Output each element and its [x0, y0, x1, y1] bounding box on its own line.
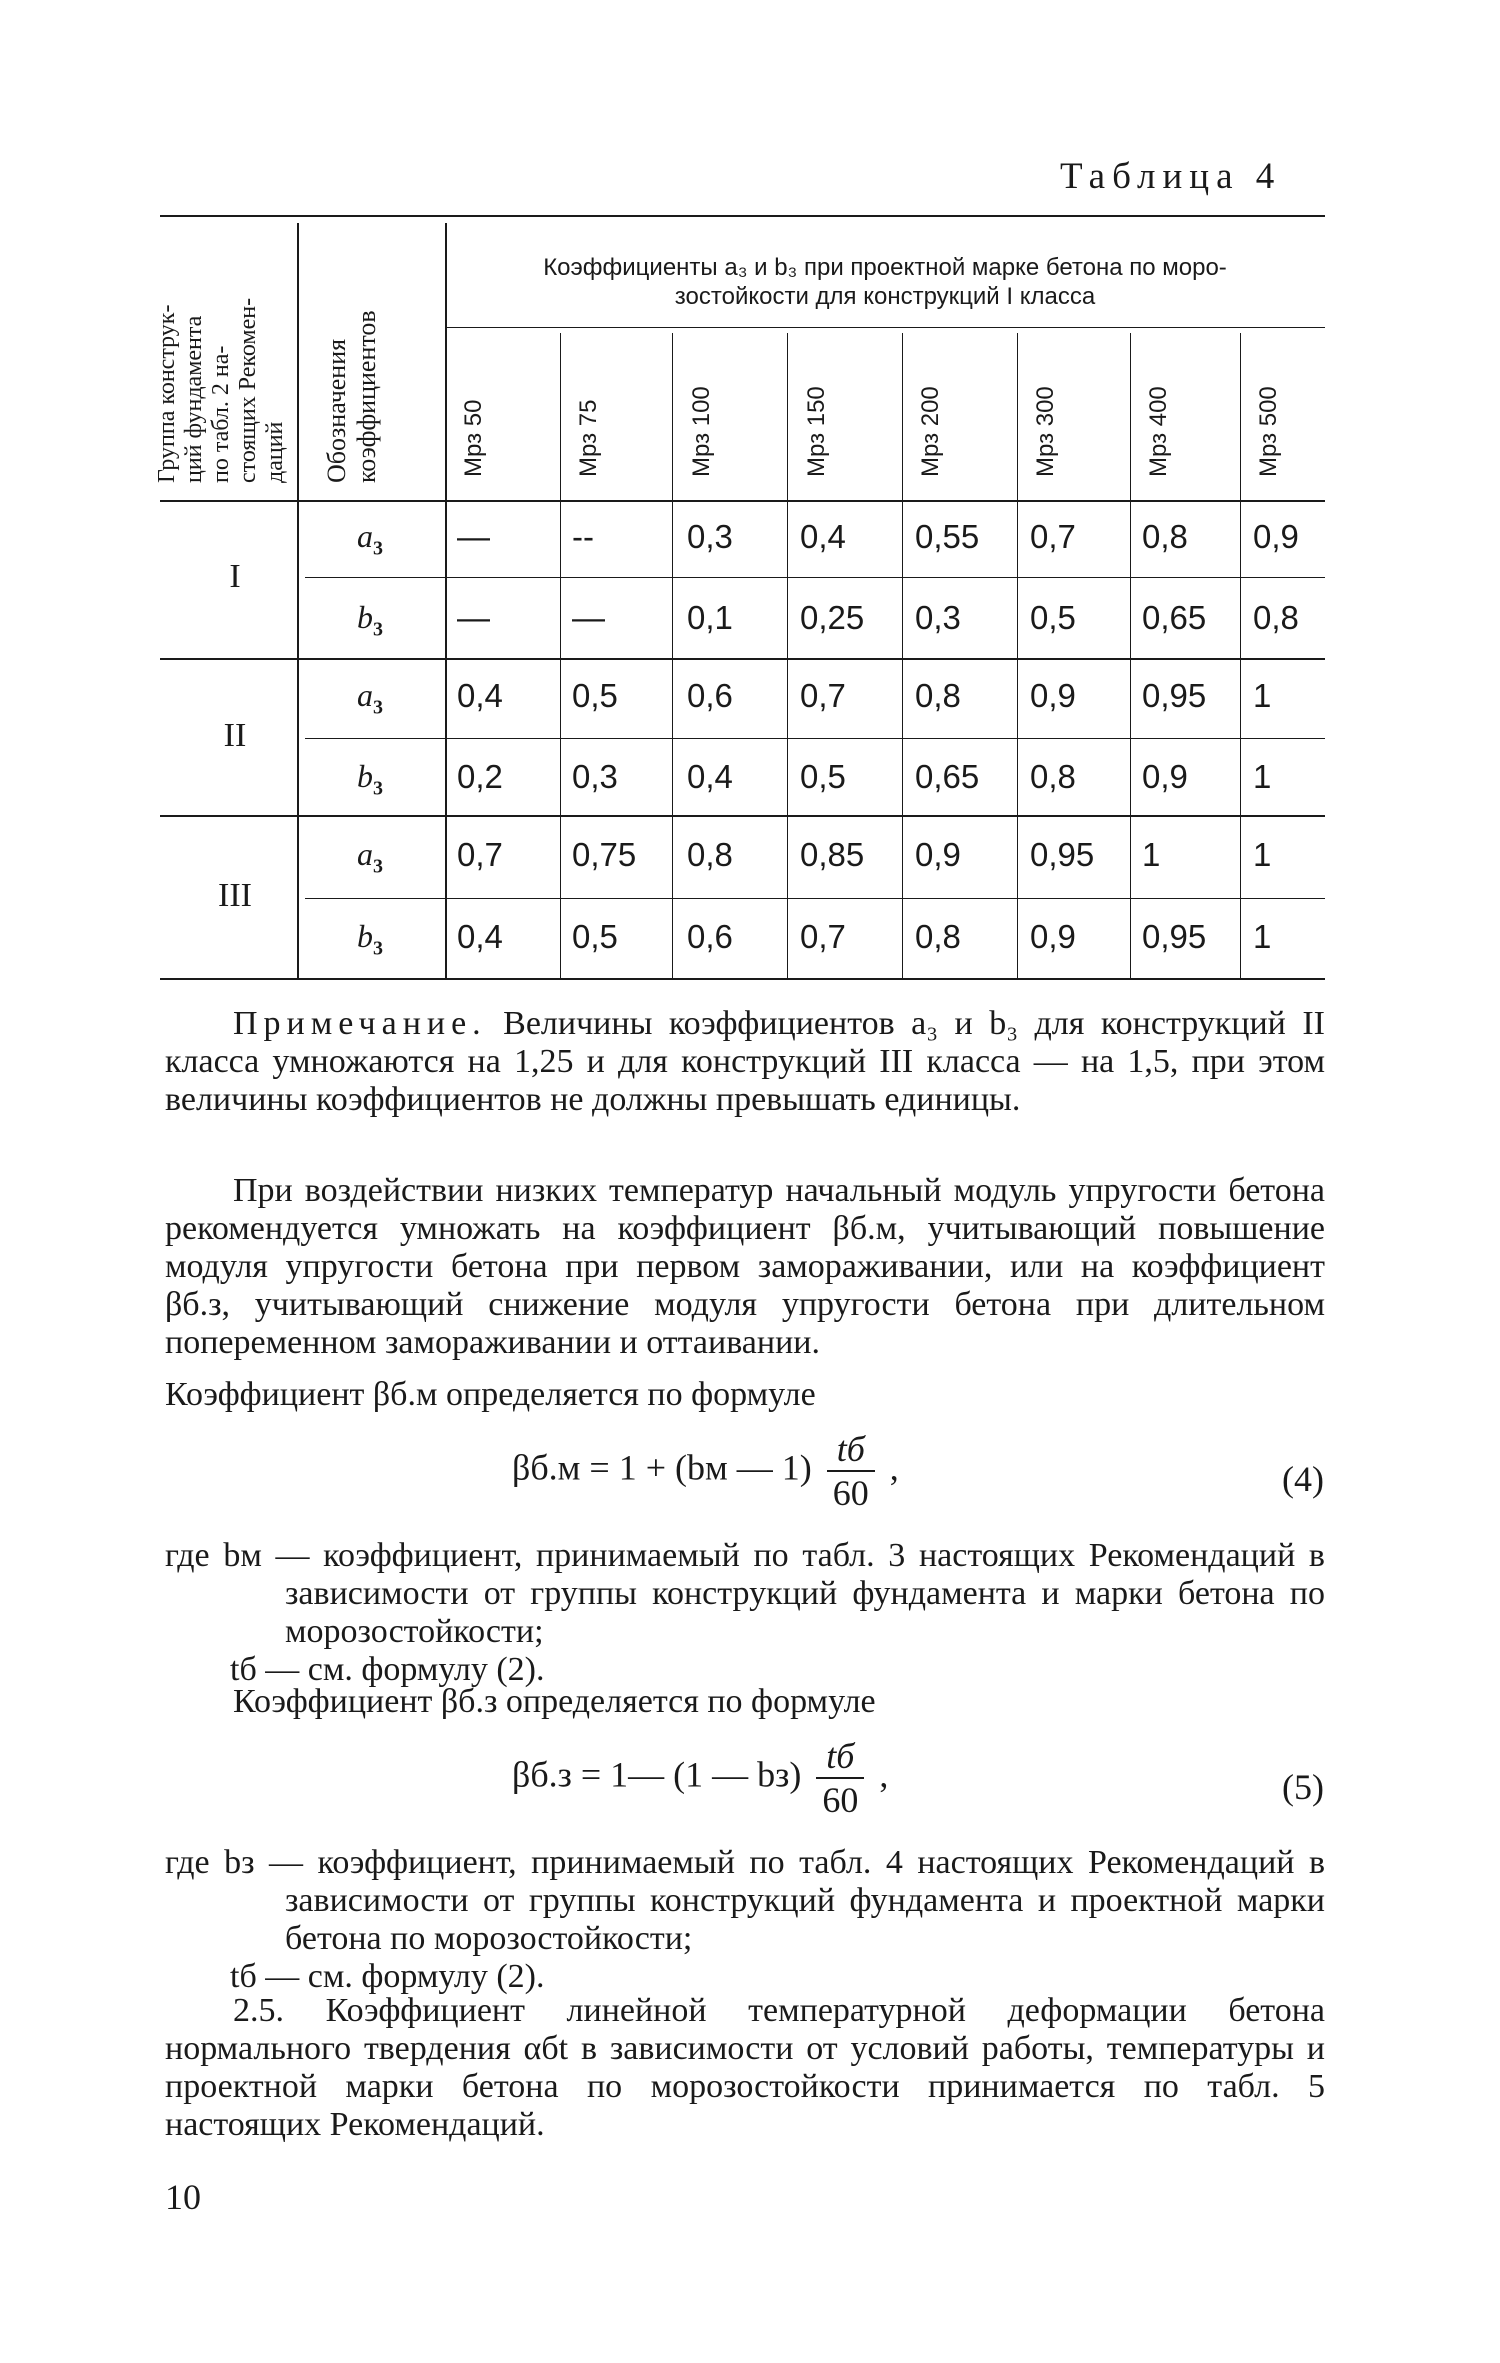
table-cell: 0,5 — [572, 677, 618, 714]
col-rule — [1017, 333, 1018, 978]
header-symbols-line: Обозначения — [322, 338, 351, 483]
equation-number-4: (4) — [1282, 1459, 1324, 1499]
coef-sub: 3 — [373, 618, 383, 641]
header-span — [445, 253, 1325, 311]
table-cell: 0,8 — [1253, 599, 1299, 636]
mark-header: Мрз 300 — [1032, 386, 1059, 477]
coef-letter: b — [357, 918, 373, 954]
mark-header: Мрз 500 — [1255, 386, 1282, 477]
table-cell: 0,95 — [1030, 836, 1095, 873]
table-cell: 0,95 — [1142, 677, 1207, 714]
group-rule — [160, 658, 1325, 660]
row-rule — [305, 577, 1325, 578]
mark-header: Мрз 150 — [803, 386, 830, 477]
table-cell: 0,2 — [457, 758, 503, 795]
formula5-fraction — [816, 1735, 864, 1821]
where-block-1 — [165, 1537, 1325, 1689]
table-cell: 0,1 — [687, 599, 733, 636]
table-cell: 0,3 — [915, 599, 961, 636]
mark-header: Мрз 75 — [575, 399, 602, 477]
col-rule — [297, 223, 299, 978]
coef-sub: 3 — [373, 777, 383, 800]
where-definition: где bз — коэффициент, принимаемый по табл. 4 настоящих Рекомендаций в зависимости от группы конструкций фундамента и проектной марки бетона по морозостойкости; — [165, 1844, 1325, 1957]
table-cell: 0,9 — [915, 836, 961, 873]
table-cell: 0,65 — [915, 758, 980, 795]
coef-label — [325, 758, 415, 800]
formula5-numerator: tб — [816, 1735, 864, 1779]
table-cell: 0,9 — [1142, 758, 1188, 795]
table-cell: 0,5 — [1030, 599, 1076, 636]
formula4-numerator: tб — [827, 1428, 875, 1472]
group-label: I — [229, 558, 241, 595]
mark-header: Мрз 200 — [917, 386, 944, 477]
note-text: Величины коэффициентов a₃ и b₃ для конструкций II класса умножаются на 1,25 и для конструкций III класса — на 1,5, при этом величины коэффициентов не должны превышать единицы. — [165, 1005, 1325, 1118]
note-paragraph — [165, 1005, 1325, 1119]
table-cell: 0,8 — [687, 836, 733, 873]
table-cell: — — [457, 518, 490, 555]
table-cell: 1 — [1253, 918, 1272, 955]
paragraph-2-5: 2.5. Коэффициент линейной температурной деформации бетона нормального твердения αбt в зависимости от условий работы, температуры и проектной марки бетона по морозостойкости принимается по табл. 5 настоящих Рекомендаций. — [165, 1992, 1325, 2143]
table-cell: 0,25 — [800, 599, 865, 636]
table-cell: 1 — [1253, 836, 1272, 873]
coef-label — [325, 918, 415, 960]
formula4-fraction — [827, 1428, 875, 1514]
header-group-line: даций — [262, 421, 288, 483]
where-block-2 — [165, 1844, 1325, 1996]
paragraph-formula4-intro: Коэффициент βб.м определяется по формуле — [165, 1376, 816, 1413]
col-rule — [560, 333, 561, 978]
page-number: 10 — [165, 2177, 201, 2217]
col-rule — [787, 333, 788, 978]
header-group-line: ций фундамента — [181, 315, 207, 483]
row-rule — [305, 738, 1325, 739]
table-cell: 0,8 — [1030, 758, 1076, 795]
header-group-line: по табл. 2 на- — [208, 345, 234, 483]
mark-header: Мрз 100 — [688, 386, 715, 477]
coefficient-table — [154, 215, 1325, 980]
table-cell: 0,5 — [800, 758, 846, 795]
formula4-lhs: βб.м = 1 + (bм — 1) — [512, 1447, 812, 1488]
note-label: Примечание. — [233, 1005, 487, 1042]
table-cell: 0,8 — [1142, 518, 1188, 555]
paragraph-low-temperature: При воздействии низких температур начальный модуль упругости бетона рекомендуется умножать на коэффициент βб.м, учитывающий повышение модуля упругости бетона при первом замораживании, или на коэффициент βб.з, учитывающий снижение модуля упругости бетона при длительном попеременном замораживании и оттаивании. — [165, 1172, 1325, 1361]
table-cell: 0,4 — [687, 758, 733, 795]
header-group-line: стоящих Рекомен- — [235, 297, 261, 483]
coef-letter: a — [357, 836, 373, 872]
coef-letter: b — [357, 758, 373, 794]
header-symbols-line: коэффициентов — [352, 310, 381, 483]
table-cell: 0,8 — [915, 677, 961, 714]
col-rule — [1130, 333, 1131, 978]
coef-sub: 3 — [373, 537, 383, 560]
table-cell: — — [457, 599, 490, 636]
table-cell: 0,95 — [1142, 918, 1207, 955]
where-definition: где bм — коэффициент, принимаемый по табл. 3 настоящих Рекомендаций в зависимости от группы конструкций фундамента и марки бетона по морозостойкости; — [165, 1537, 1325, 1650]
table-cell: 0,7 — [800, 918, 846, 955]
table-cell: 0,9 — [1253, 518, 1299, 555]
coef-letter: a — [357, 518, 373, 554]
table-cell: 0,3 — [572, 758, 618, 795]
table-cell: 1 — [1253, 758, 1272, 795]
coef-sub: 3 — [373, 937, 383, 960]
group-label: II — [223, 717, 247, 754]
table-cell: 0,7 — [800, 677, 846, 714]
formula-4 — [512, 1428, 899, 1514]
group-rule — [160, 815, 1325, 817]
table-cell: 0,85 — [800, 836, 865, 873]
table-cell: 0,4 — [800, 518, 846, 555]
header-group-line: Группа конструк- — [154, 304, 180, 483]
table-top-rule — [160, 215, 1325, 217]
table-bottom-rule — [160, 978, 1325, 980]
formula5-tail: , — [879, 1754, 889, 1795]
group-label: III — [218, 877, 252, 914]
table-cell: 0,7 — [1030, 518, 1076, 555]
coef-label — [325, 518, 415, 560]
mark-header: Мрз 400 — [1145, 386, 1172, 477]
formula5-denominator: 60 — [822, 1780, 859, 1820]
formula-5 — [512, 1735, 888, 1821]
table-cell: — — [572, 599, 605, 636]
table-caption: Таблица 4 — [1060, 156, 1282, 197]
col-rule — [902, 333, 903, 978]
equation-number-5: (5) — [1282, 1767, 1324, 1807]
header-span-line: зостойкости для конструкций I класса — [674, 283, 1096, 310]
header-bottom-rule — [160, 500, 1325, 502]
coef-sub: 3 — [373, 855, 383, 878]
table-cell: 0,6 — [687, 918, 733, 955]
header-group — [154, 298, 289, 483]
col-rule — [1240, 333, 1241, 978]
coef-letter: b — [357, 599, 373, 635]
coef-sub: 3 — [373, 696, 383, 719]
table-cell: 1 — [1253, 677, 1272, 714]
formula4-denominator: 60 — [832, 1473, 869, 1513]
table-cell: 0,8 — [915, 918, 961, 955]
table-cell: 0,7 — [457, 836, 503, 873]
row-rule — [305, 898, 1325, 899]
coef-label — [325, 836, 415, 878]
col-rule — [672, 333, 673, 978]
header-span-rule — [445, 327, 1325, 328]
coef-label — [325, 677, 415, 719]
table-cell: 0,3 — [687, 518, 733, 555]
col-rule — [445, 223, 447, 978]
table-cell: 0,65 — [1142, 599, 1207, 636]
coef-label — [325, 599, 415, 641]
where-definition: tб — см. формулу (2). — [230, 1651, 545, 1688]
table-cell: 0,4 — [457, 918, 503, 955]
table-cell: 0,5 — [572, 918, 618, 955]
table-cell: 0,55 — [915, 518, 980, 555]
table-cell: 1 — [1142, 836, 1161, 873]
table-cell: -- — [572, 518, 594, 555]
table-cell: 0,4 — [457, 677, 503, 714]
formula4-tail: , — [889, 1447, 899, 1488]
header-symbols — [322, 310, 382, 483]
mark-header: Мрз 50 — [460, 399, 487, 477]
table-cell: 0,75 — [572, 836, 637, 873]
header-span-line: Коэффициенты a₃ и b₃ при проектной марке бетона по моро- — [543, 254, 1227, 281]
table-cell: 0,6 — [687, 677, 733, 714]
coef-letter: a — [357, 677, 373, 713]
formula5-lhs: βб.з = 1— (1 — bз) — [512, 1754, 802, 1795]
where-definition: tб — см. формулу (2). — [230, 1958, 545, 1995]
table-cell: 0,9 — [1030, 918, 1076, 955]
table-cell: 0,9 — [1030, 677, 1076, 714]
paragraph-formula5-intro: Коэффициент βб.з определяется по формуле — [233, 1683, 876, 1720]
